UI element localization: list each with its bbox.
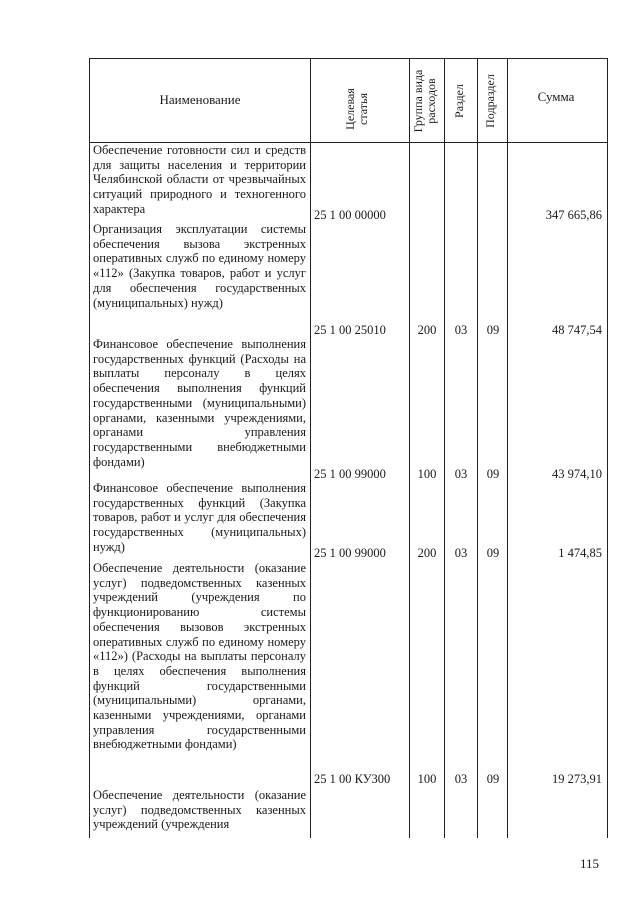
column-divider-name [310,58,311,838]
row-sum: 1 474,85 [558,546,602,560]
row-article: 25 1 00 КУ300 [314,772,391,786]
column-divider-group [444,58,445,838]
row-sum: 43 974,10 [552,467,602,481]
column-divider-subsection [507,58,508,838]
table-right-border [607,58,608,838]
row-subsection: 09 [486,546,500,560]
header-sum: Сумма [537,89,575,104]
header-article-line2: статья [356,93,370,125]
table-top-border [89,58,608,59]
header-section-label: Раздел [452,84,466,118]
row-name: Обеспечение деятельности (оказание услуг) подведомственных казенных учреждений (учреждения по функционированию системы обеспечения вызовов экстренных оперативных служб по единому номеру «112») (Расходы на выплаты персоналу в целях обеспечения выполнения функций государственными (муниципальными) органами, казенными учреждениями, органами управления государственными внебюджетными фондами) [93,561,306,752]
header-section [453,66,469,136]
header-group-line1: Группа вида [411,69,425,133]
row-group: 200 [417,323,437,337]
row-name: Обеспечение готовности сил и средств для защиты населения и территории Челябинской области от чрезвычайных ситуаций природного и техногенного характера [93,143,306,216]
column-divider-article [409,58,410,838]
row-subsection: 09 [486,772,500,786]
header-subsection [484,57,500,145]
row-name: Обеспечение деятельности (оказание услуг) подведомственных казенных учреждений (учреждения [93,788,306,832]
header-article [344,73,374,145]
row-section: 03 [454,467,468,481]
row-group: 200 [417,546,437,560]
header-group [412,55,442,147]
page-number: 115 [580,856,600,871]
row-section: 03 [454,323,468,337]
row-name: Организация эксплуатации системы обеспечения вызова экстренных оперативных служб по единому номеру «112» (Закупка товаров, работ и услуг для обеспечения государственных (муниципальных) нужд) [93,222,306,310]
row-sum: 19 273,91 [552,772,602,786]
row-article: 25 1 00 99000 [314,546,386,560]
header-name: Наименование [159,92,241,107]
header-article-line1: Целевая [343,88,357,130]
column-divider-section [477,58,478,838]
header-subsection-label: Подраздел [483,74,497,128]
row-group: 100 [417,772,437,786]
header-group-line2: расходов [424,78,438,124]
row-name: Финансовое обеспечение выполнения государственных функций (Закупка товаров, работ и услуг для обеспечения государственных (муниципальных) нужд) [93,481,306,554]
row-section: 03 [454,772,468,786]
row-sum: 347 665,86 [545,208,602,222]
row-article: 25 1 00 00000 [314,208,386,222]
row-name: Финансовое обеспечение выполнения государственных функций (Расходы на выплаты персоналу в целях обеспечения выполнения функций государственными (муниципальными) органами, казенными учреждениями, органами управления государственными внебюджетными фондами) [93,337,306,469]
row-subsection: 09 [486,467,500,481]
row-subsection: 09 [486,323,500,337]
row-article: 25 1 00 25010 [314,323,386,337]
table-left-border [89,58,90,838]
row-sum: 48 747,54 [552,323,602,337]
row-article: 25 1 00 99000 [314,467,386,481]
row-section: 03 [454,546,468,560]
row-group: 100 [417,467,437,481]
